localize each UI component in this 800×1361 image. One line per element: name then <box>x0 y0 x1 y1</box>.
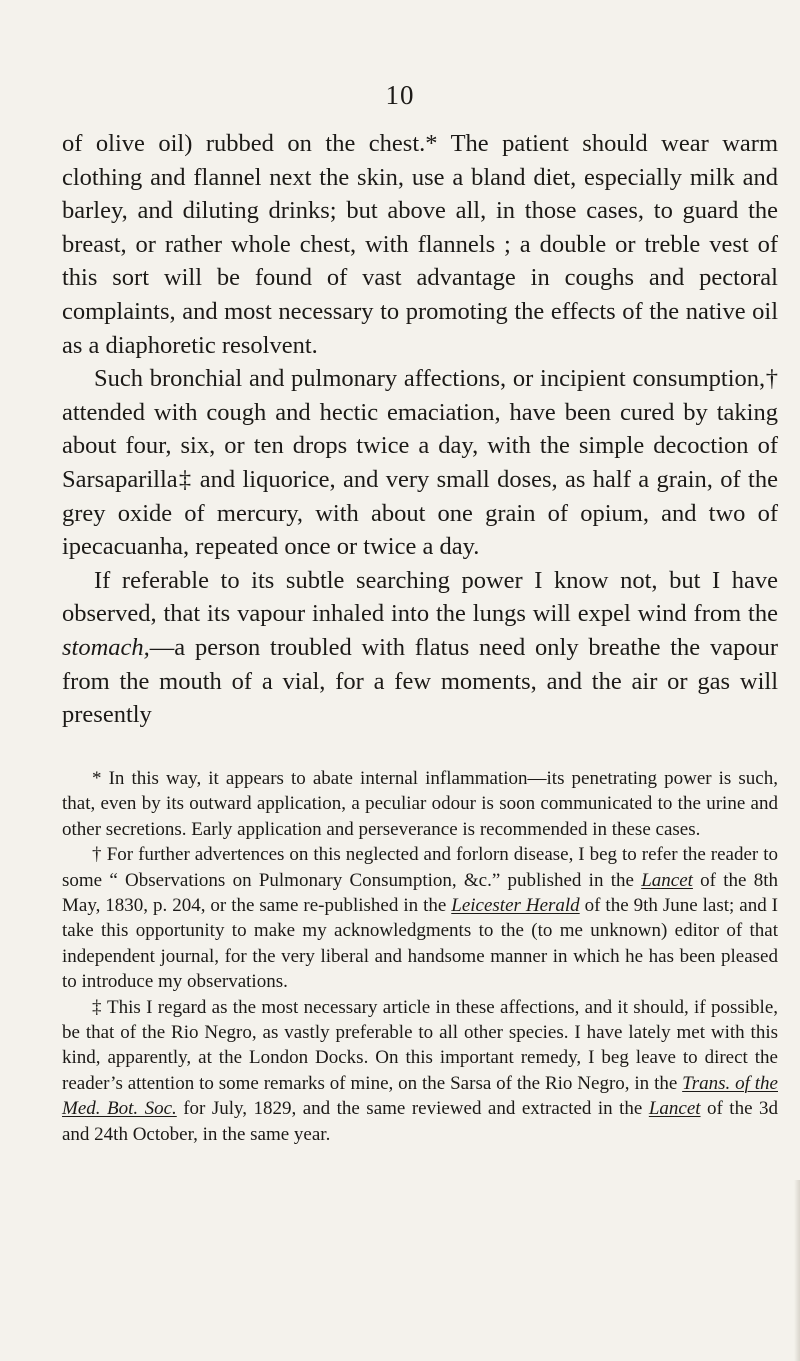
footnote-2-lancet: Lancet <box>641 869 693 891</box>
main-text <box>62 127 778 732</box>
page-number: 10 <box>385 80 415 110</box>
footnote-3 <box>62 995 778 1147</box>
footnote-3-text-a: ‡ This I regard as the most necessary article in these affections, and it should, if possible, be that of the Rio Negro, as vastly preferable to all other species. I have lately met with this kind, apparently, at the London Docks. On this important remedy, I beg leave to direct the reader’s attention to some remarks of mine, on the Sarsa of the Rio Negro, in the <box>62 996 778 1094</box>
footnote-3-text-b: for July, 1829, and the same reviewed and extracted in the <box>176 1098 649 1120</box>
paragraph-3-text-a: If referable to its subtle searching power I know not, but I have observed, that its vapour inhaled into the lungs will expel wind from the <box>62 566 778 628</box>
footnote-2-text-a: † For further advertences on this neglected and forlorn disease, I beg to refer the reader to some “ Observations on Pulmonary Consumption, &c.” published in the <box>62 844 778 891</box>
footnotes <box>62 766 778 1147</box>
footnote-3-trans: Trans. of the Med. Bot. Soc. <box>62 1072 778 1120</box>
paragraph-3-text-b: —a person troubled with flatus need only breathe the vapour from the mouth of a vial, for a few moments, and the air or gas will presently <box>62 633 778 729</box>
footnote-2-text-c: of the 9th June last; and I take this opportunity to make my acknowledgments to the (to me unknown) editor of that independent journal, for the very liberal and handsome manner in which he has been pleased to introduce my observations. <box>62 895 778 993</box>
paragraph-2: Such bronchial and pulmonary affections, or incipient consumption,† attended with cough and hectic emaciation, have been cured by taking about four, six, or ten drops twice a day, with the simple decoction of Sarsaparilla‡ and liquorice, and very small doses, as half a grain, of the grey oxide of mercury, with about one grain of opium, and two of ipecacuanha, repeated once or twice a day. <box>62 365 778 561</box>
footnote-3-text-c: of the 3d and 24th October, in the same year. <box>62 1098 778 1145</box>
paragraph-1: of olive oil) rubbed on the chest.* The patient should wear warm clothing and flannel next the skin, use a bland diet, especially milk and barley, and diluting drinks; but above all, in those cases, to guard the breast, or rather whole chest, with flannels ; a double or treble vest of this sort will be found of vast advantage in coughs and pectoral complaints, and most necessary to promoting the effects of the native oil as a diaphoretic resolvent. <box>62 130 778 359</box>
footnote-1: * In this way, it appears to abate internal inflammation—its penetrating power is such, that, even by its outward application, a peculiar odour is soon communicated to the urine and other secretions. Early application and perseverance is recommended in these cases. <box>62 768 778 840</box>
page-edge-shadow <box>794 1180 800 1361</box>
footnote-2-leicester-herald: Leicester Herald <box>451 895 580 917</box>
paragraph-3-stomach: stomach, <box>62 633 150 661</box>
footnote-2-text-b: of the 8th May, 1830, p. 204, or the same re-published in the <box>62 869 778 917</box>
footnote-3-lancet: Lancet <box>648 1098 701 1120</box>
paragraph-3 <box>62 564 778 732</box>
footnote-2 <box>62 842 778 994</box>
